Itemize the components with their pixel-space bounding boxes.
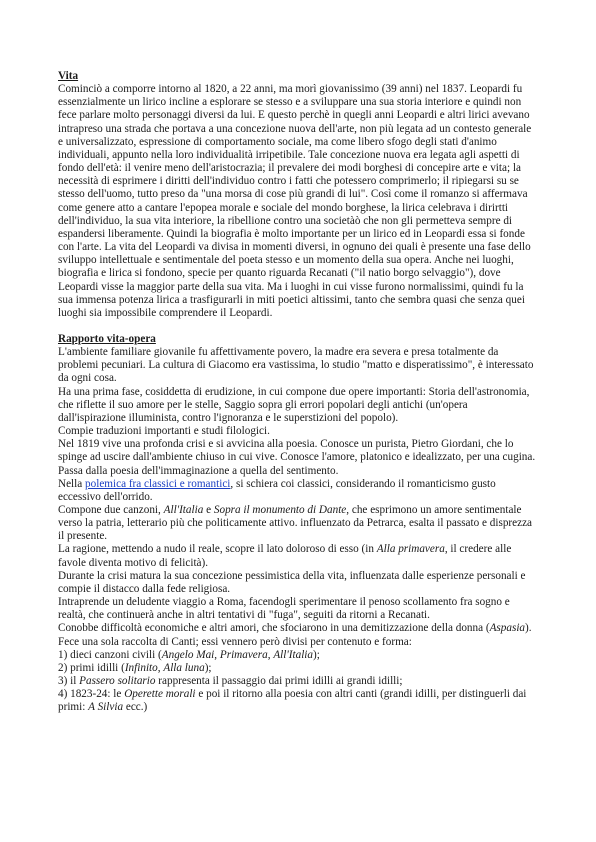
list-item: 1) dieci canzoni civili (Angelo Mai, Primavera, All'Italia); <box>58 648 320 661</box>
paragraph-ragione: La ragione, mettendo a nudo il reale, scopre il lato doloroso di esso (in Alla primavera, il credere alle favole diventa motivo di felicità). <box>58 543 512 569</box>
list-item: 2) primi idilli (Infinito, Alla luna); <box>58 661 212 674</box>
paragraph-erudizione: Ha una prima fase, cosiddetta di erudizione, in cui compone due opere importanti: Storia dell'astronomia, che riflette il suo amore per le stelle, Saggio sopra gli errori popolari degli antichi (un'opera dall'ispirazione illuminista, contro l'ignoranza e le superstizioni del popolo). <box>58 385 530 424</box>
paragraph-canzoni: Compone due canzoni, All'Italia e Sopra il monumento di Dante, che esprimono un amore sentimentale verso la patria, letterario più che politicamente attivo. influenzato da Petrarca, esalta il passato e disprezza il presente. <box>58 504 533 543</box>
section-heading-vita: Vita <box>58 70 79 82</box>
list-item: 3) il Passero solitario rappresenta il passaggio dai primi idilli ai grandi idilli; <box>58 675 403 688</box>
section-gap <box>58 320 538 333</box>
paragraph-aspasia: Conobbe difficoltà economiche e altri amori, che sfociarono in una demitizzazione della donna (Aspasia). <box>58 622 532 635</box>
polemica-link[interactable]: polemica fra classici e romantici <box>85 477 231 490</box>
list-item: 4) 1823-24: le Operette morali e poi il ritorno alla poesia con altri canti (grandi idilli, per distinguerli dai primi: A Silvia ecc.) <box>58 688 527 714</box>
paragraph-pessimismo: Durante la crisi matura la sua concezione pessimistica della vita, influenzata dalle esperienze personali e compie il distacco dalla fede religiosa. <box>58 569 526 595</box>
section-heading-rapporto: Rapporto vita-opera <box>58 332 156 345</box>
paragraph-ambiente: L'ambiente familiare giovanile fu affettivamente povero, la madre era severa e presa totalmente da problemi pecuniari. La cultura di Giacomo era vastissima, lo studio "matto e disperatissimo", è interessato da ogni cosa. <box>58 346 534 385</box>
document-page <box>58 70 538 715</box>
paragraph-traduzioni: Compie traduzioni importanti e studi filologici. <box>58 425 270 438</box>
paragraph-polemica: Nella polemica fra classici e romantici, si schiera coi classici, considerando il romanticismo gusto eccessivo dell'orrido. <box>58 477 496 503</box>
paragraph-viaggio-roma: Intraprende un deludente viaggio a Roma, facendogli sperimentare il penoso scollamento fra sogno e realtà, che continuerà anche in altri tentativi di "fuga", seguiti da ritorni a Recanati. <box>58 596 510 622</box>
paragraph-vita: Cominciò a comporre intorno al 1820, a 22 anni, ma morì giovanissimo (39 anni) nel 1837. Leopardi fu essenzialmente un lirico incline a esplorare se stesso e a sviluppare una sua storia interiore e quindi non fece parlare molto personaggi diversi da lui. E questo perchè in quegli anni Leopardi e altri lirici avevano intrapreso una strada che portava a una concezione nuova dell'arte, non più legata ad un contesto generale e universalizzato, espressione di comportamento sociale, ma come libero sfogo degli stati d'animo individuali, appunto nella loro individualità irripetibile. Tale concezione nuova era legata agli aspetti di fondo dell'età: il venire meno dell'aristocrazia; il prevalere dei modi borghesi di concepire arte e vita; la necessità di esprimere i diritti dell'individuo contro i fatti che potessero comprimerlo; il ripiegarsi su se stesso dell'uomo, tutto preso da "una morsa di cose più grandi di lui". Così come il romanzo si affermava come genere atto a cantare l'epopea morale e sociale del mondo borghese, la lirica celebrava i dirirtti dell'individuo, la sua vita interiore, la ribellione contro una societàò che non gli permetteva sempre di espandersi liberamente. Quindi la biografia è molto importante per un lirico ed in Leopardi essa si fonde con l'arte. La vita del Leopardi va divisa in momenti diversi, in ognuno dei quali è presente una fase dello sviluppo intellettuale e sentimentale del poeta stesso e un momento della sua opera. Anche nei luoghi, biografia e lirica si fondono, specie per quanto riguarda Recanati ("il natio borgo selvaggio"), dove Leopardi visse la maggior parte della sua vita. Ma i luoghi in cui visse furono normalissimi, quindi fu la sua immensa potenza lirica a trasfigurarli in miti poetici altissimi, tanto che sembra quasi che senza quei luoghi sia impossibile comprendere il Leopardi. <box>58 83 532 319</box>
paragraph-crisi-1819: Nel 1819 vive una profonda crisi e si avvicina alla poesia. Conosce un purista, Pietro Giordani, che lo spinge ad uscire dall'ambiente chiuso in cui vive. Conosce l'amore, platonico e idealizzato, per una cugina. Passa dalla poesia dell'immaginazione a quella del sentimento. <box>58 438 536 477</box>
paragraph-canti: Fece una sola raccolta di Canti; essi vennero però divisi per contenuto e forma: <box>58 635 412 648</box>
